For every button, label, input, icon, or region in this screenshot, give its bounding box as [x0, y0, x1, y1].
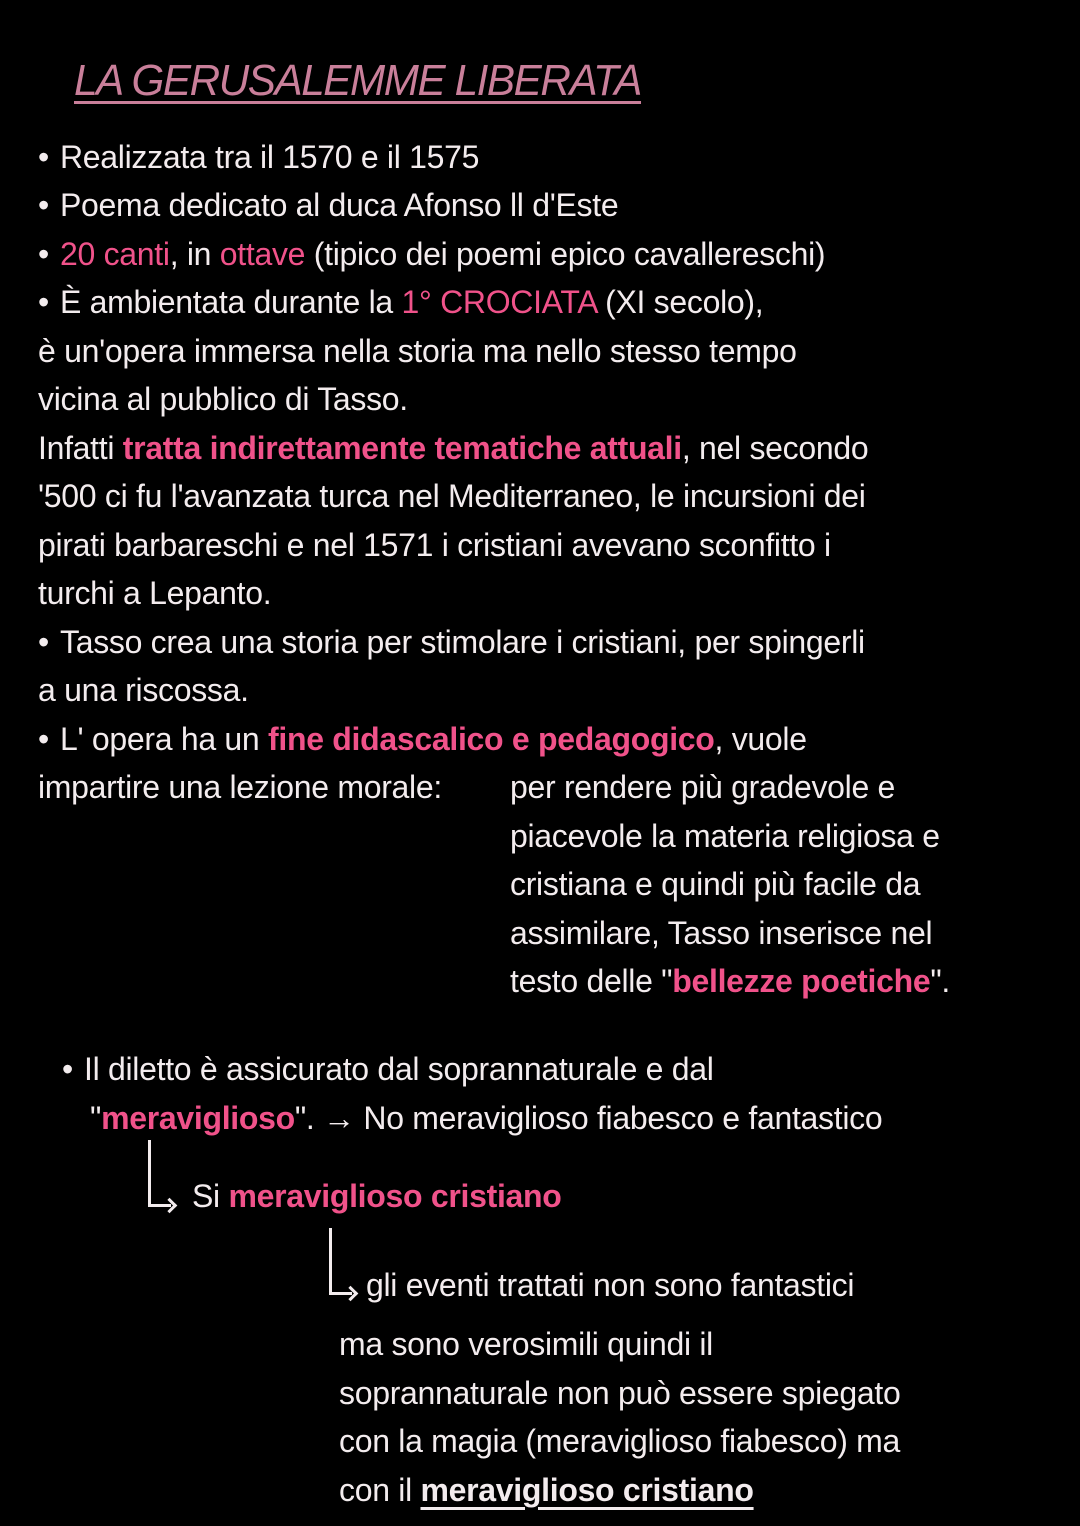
bullet-icon: • — [38, 236, 49, 272]
highlight: ottave — [219, 236, 306, 272]
bullet-item: • Poema dedicato al duca Afonso ll d'Este — [38, 187, 619, 223]
text-line: impartire una lezione morale: — [38, 769, 442, 805]
bullet-icon: • — [38, 187, 49, 223]
highlight: fine didascalico e pedagogico — [268, 721, 715, 757]
bullet-item: • Realizzata tra il 1570 e il 1575 — [38, 139, 480, 175]
text-line: gli eventi trattati non sono fantastici — [366, 1267, 855, 1303]
text-line: con la magia (meraviglioso fiabesco) ma — [339, 1423, 900, 1459]
highlight: 1° CROCIATA — [401, 284, 597, 320]
text-line: a una riscossa. — [38, 672, 249, 708]
text-line: piacevole la materia religiosa e — [510, 818, 940, 854]
text-line: vicina al pubblico di Tasso. — [38, 381, 408, 417]
text-line: ma sono verosimili quindi il — [339, 1326, 713, 1362]
page-title: LA GERUSALEMME LIBERATA — [74, 56, 642, 105]
text-line: pirati barbareschi e nel 1571 i cristiani avevano sconfitto i — [38, 527, 831, 563]
bullet-item: • Il diletto è assicurato dal soprannaturale e dal — [62, 1051, 714, 1087]
text-line: testo delle "bellezze poetiche". — [510, 963, 950, 999]
text-line: Infatti tratta indirettamente tematiche attuali, nel secondo — [38, 430, 869, 466]
text-line: cristiana e quindi più facile da — [510, 866, 921, 902]
text-line: per rendere più gradevole e — [510, 769, 896, 805]
highlight: meraviglioso cristiano — [228, 1178, 562, 1214]
arrow-down-right-icon — [329, 1228, 352, 1295]
bullet-icon: • — [38, 139, 49, 175]
text-line: turchi a Lepanto. — [38, 575, 272, 611]
bullet-item: • Tasso crea una storia per stimolare i cristiani, per spingerli — [38, 624, 865, 660]
bullet-item: • L' opera ha un fine didascalico e pedagogico, vuole — [38, 721, 807, 757]
text-line: assimilare, Tasso inserisce nel — [510, 915, 933, 951]
arrow-down-right-icon — [148, 1140, 171, 1207]
highlight: bellezze poetiche — [672, 963, 931, 999]
text-line: '500 ci fu l'avanzata turca nel Mediterraneo, le incursioni dei — [38, 478, 866, 514]
text-line: è un'opera immersa nella storia ma nello stesso tempo — [38, 333, 797, 369]
text-line: Si meraviglioso cristiano — [192, 1178, 562, 1214]
bullet-icon: • — [38, 624, 49, 660]
bullet-icon: • — [38, 721, 49, 757]
bullet-item: • 20 canti, in ottave (tipico dei poemi epico cavallereschi) — [38, 236, 826, 272]
highlight: 20 canti — [60, 236, 170, 272]
bullet-icon: • — [38, 284, 49, 320]
highlight: meraviglioso — [101, 1100, 295, 1136]
highlight: tratta indirettamente tematiche attuali — [122, 430, 682, 466]
bullet-item: • È ambientata durante la 1° CROCIATA (XI secolo), — [38, 284, 764, 320]
text-line: "meraviglioso". → No meraviglioso fiabesco e fantastico — [90, 1100, 883, 1136]
text-line: con il meraviglioso cristiano — [339, 1472, 754, 1508]
text-line: soprannaturale non può essere spiegato — [339, 1375, 901, 1411]
underlined-term: meraviglioso cristiano — [420, 1472, 754, 1508]
bullet-icon: • — [62, 1051, 73, 1087]
